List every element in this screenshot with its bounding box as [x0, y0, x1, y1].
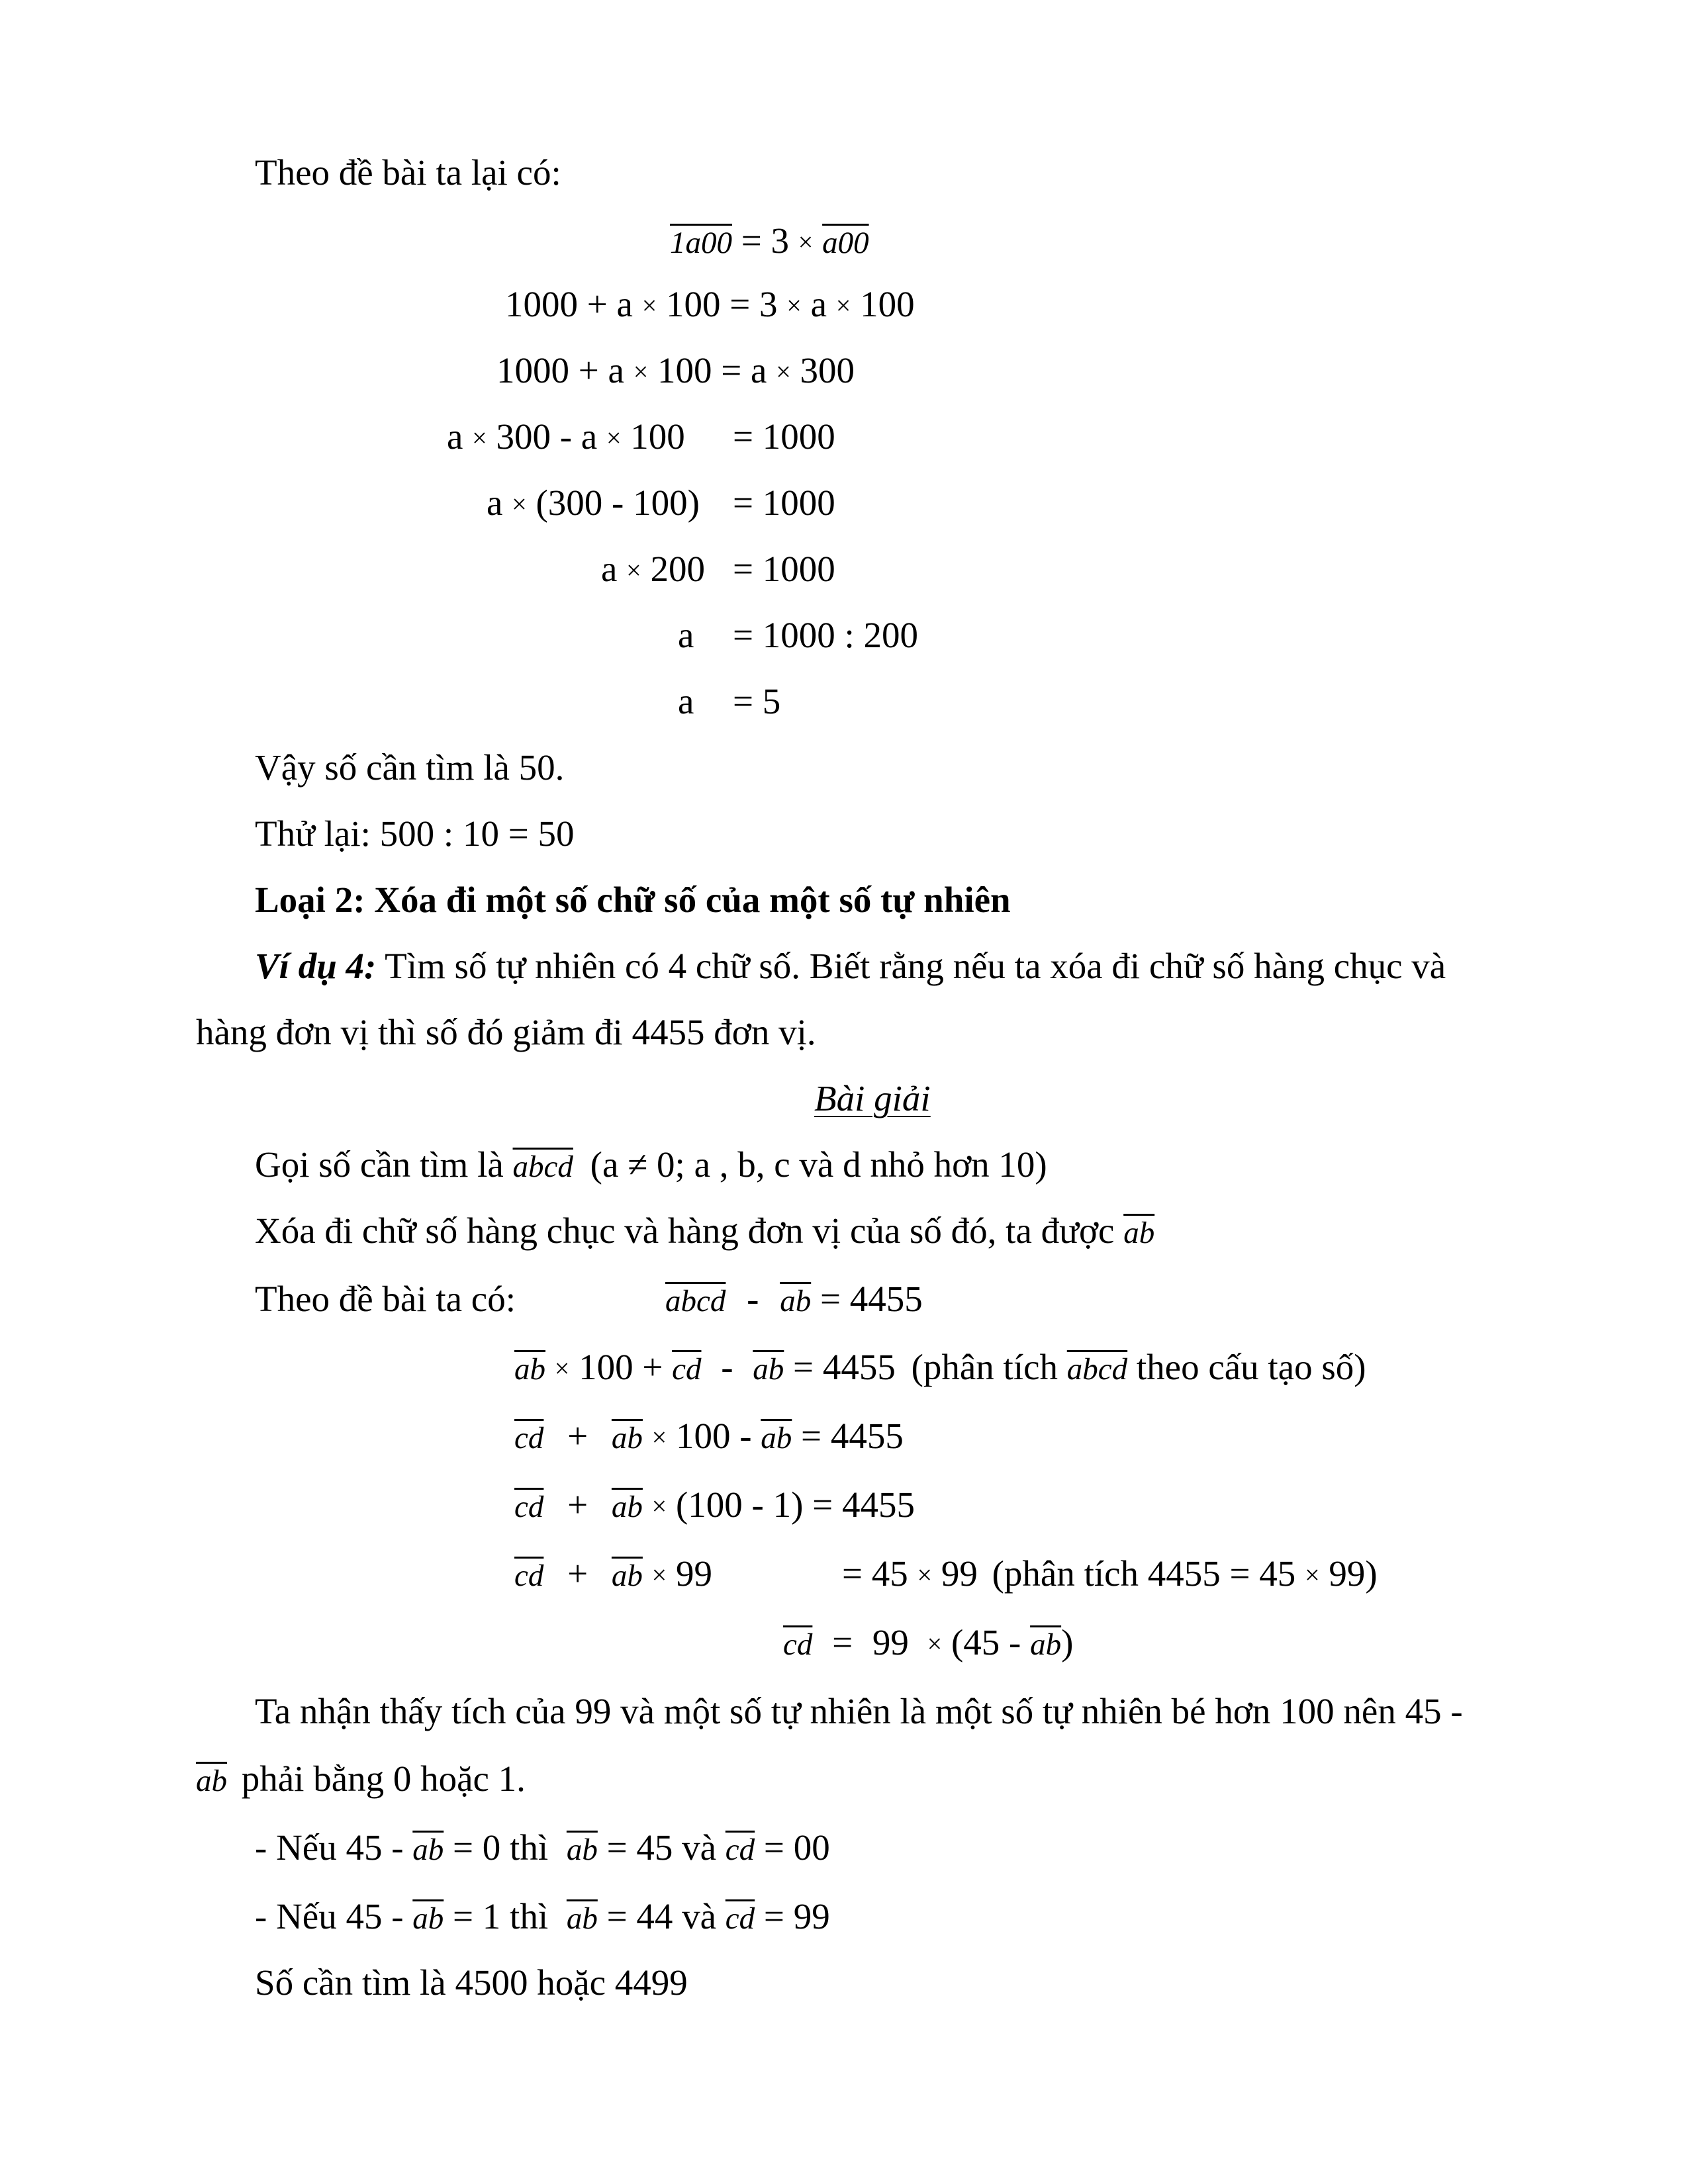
equation-5-lhs — [487, 484, 700, 521]
overline-number: $\overline{ab}$ — [611, 1559, 643, 1593]
overline-number: $\overline{ab}$ — [196, 1764, 227, 1798]
eq-part: 300 - a — [496, 416, 598, 457]
times-sign: × — [798, 227, 814, 257]
solution-line-7-lhs — [514, 1555, 712, 1592]
text: + — [567, 1416, 588, 1456]
overline-number: abcd — [512, 1150, 573, 1184]
times-sign: × — [651, 1491, 667, 1521]
eq-part: a — [601, 549, 618, 589]
solution-line-7-rhs — [842, 1555, 1378, 1592]
equation-8-lhs: a — [678, 681, 694, 721]
example-text: Tìm số tự nhiên có 4 chữ số. Biết rằng nếu ta xóa đi chữ số hàng chục và — [376, 946, 1446, 986]
answer-line-1: Vậy số cần tìm là 50. — [255, 747, 565, 788]
eq-part: a — [810, 284, 827, 324]
text: - — [747, 1279, 759, 1319]
times-sign: × — [512, 489, 527, 519]
overline-number: $\overline{ab}$ — [1030, 1627, 1062, 1662]
text: = 4455 — [801, 1416, 904, 1456]
answer-line-2: Số cần tìm là 4500 hoặc 4499 — [255, 1962, 688, 2003]
text: = 0 thì — [453, 1827, 549, 1868]
text: theo cấu tạo số) — [1136, 1347, 1366, 1387]
example-label: Ví dụ 4: — [255, 946, 377, 986]
overline-number: $\overline{ab}$ — [611, 1421, 643, 1455]
overline-number: $\overline{ab}$ — [514, 1352, 545, 1387]
times-sign: × — [472, 423, 487, 453]
eq-part: 200 — [650, 549, 705, 589]
times-sign: × — [651, 1422, 667, 1452]
times-sign: × — [606, 423, 622, 453]
solution-line-1 — [255, 1146, 1047, 1183]
eq-part: 1000 + a — [496, 350, 624, 390]
text: = 45 — [842, 1553, 908, 1594]
eq-part: 100 — [860, 284, 915, 324]
case-line-2 — [255, 1898, 830, 1934]
text: (a ≠ 0; a , b, c và d nhỏ hơn 10) — [590, 1144, 1047, 1185]
text: = 1 thì — [453, 1896, 549, 1936]
equation-3 — [496, 352, 855, 388]
text: 100 - — [675, 1416, 752, 1456]
overline-number: $\overline{ab}$ — [1123, 1216, 1155, 1250]
text: - Nếu 45 - — [255, 1827, 404, 1868]
text: (phân tích 4455 = 45 — [992, 1553, 1296, 1594]
overline-number-a00: a00 — [822, 226, 869, 260]
overline-number: $\overline{ab}$ — [412, 1833, 444, 1867]
text: = 45 và — [606, 1827, 717, 1868]
text: = 99 — [763, 1896, 830, 1936]
text: = 4455 — [820, 1279, 923, 1319]
times-sign: × — [835, 291, 851, 320]
equation-6-lhs — [601, 551, 705, 587]
text: + — [567, 1484, 588, 1525]
times-sign: × — [626, 555, 641, 585]
overline-number: $\overline{ab}$ — [566, 1833, 598, 1867]
check-line: Thử lại: 500 : 10 = 50 — [255, 813, 575, 854]
overline-number: $\overline{ab}$ — [611, 1490, 643, 1524]
text: 99 — [872, 1622, 909, 1662]
example-4-line-2: hàng đơn vị thì số đó giảm đi 4455 đơn vị. — [196, 1012, 816, 1052]
equation-1 — [670, 222, 869, 259]
times-sign: × — [927, 1629, 943, 1659]
equation-8-rhs: = 5 — [733, 681, 781, 721]
eq-part: 100 = 3 — [666, 284, 778, 324]
equation-5-rhs: = 1000 — [733, 482, 835, 523]
solution-line-2 — [255, 1212, 1154, 1249]
overline-number: $\overline{cd}$ — [725, 1901, 755, 1936]
times-sign: × — [554, 1353, 570, 1383]
text: (phân tích — [911, 1347, 1058, 1387]
text: = 44 và — [606, 1896, 717, 1936]
text: phải bằng 0 hoặc 1. — [241, 1758, 526, 1799]
eq-part: (300 - 100) — [536, 482, 700, 523]
solution-line-4 — [514, 1349, 1366, 1385]
text: (45 - — [951, 1622, 1021, 1662]
times-sign: × — [633, 357, 649, 387]
overline-number: $\overline{cd}$ — [783, 1627, 813, 1662]
solution-line-6 — [514, 1486, 915, 1523]
observation-line-2 — [196, 1760, 526, 1797]
overline-number: $\overline{ab}$ — [780, 1284, 812, 1318]
solution-line-5 — [514, 1418, 904, 1454]
eq-part: 1000 + a — [505, 284, 633, 324]
equation-4-rhs: = 1000 — [733, 416, 835, 457]
overline-number: $\overline{cd}$ — [672, 1352, 702, 1387]
text: Gọi số cần tìm là — [255, 1144, 504, 1185]
solution-line-3-eq — [665, 1281, 923, 1317]
eq-part: a — [487, 482, 503, 523]
overline-number: $\overline{ab}$ — [761, 1421, 792, 1455]
text: - — [721, 1347, 733, 1387]
solution-line-8 — [783, 1624, 1073, 1661]
text: 99 — [941, 1553, 978, 1594]
overline-number: $\overline{cd}$ — [514, 1559, 544, 1593]
overline-number-1a00: 1a00 — [670, 226, 732, 260]
overline-number: $\overline{ab}$ — [566, 1901, 598, 1936]
eq-part: a — [447, 416, 463, 457]
overline-number: $\overline{ab}$ — [753, 1352, 784, 1387]
section-heading: Loại 2: Xóa đi một số chữ số của một số tự nhiên — [255, 880, 1011, 920]
equation-6-rhs: = 1000 — [733, 549, 835, 589]
observation-line-1: Ta nhận thấy tích của 99 và một số tự nhiên là một số tự nhiên bé hơn 100 nên 45 - — [255, 1691, 1463, 1731]
equation-7-lhs: a — [678, 615, 694, 655]
text: 99 — [675, 1553, 712, 1594]
overline-number: abcd — [1066, 1352, 1128, 1387]
equation-7-rhs: = 1000 : 200 — [733, 615, 919, 655]
eq-part: 100 = a — [657, 350, 767, 390]
text: + — [567, 1553, 588, 1594]
text: = — [832, 1622, 853, 1662]
text: Xóa đi chữ số hàng chục và hàng đơn vị của số đó, ta được — [255, 1210, 1115, 1251]
text: (100 - 1) — [675, 1484, 804, 1525]
solution-line-3-label: Theo đề bài ta có: — [255, 1279, 516, 1319]
times-sign: × — [917, 1560, 933, 1590]
text: 100 + — [579, 1347, 663, 1387]
equation-4-lhs — [447, 418, 685, 455]
text: ) — [1061, 1622, 1074, 1662]
overline-number: abcd — [665, 1284, 726, 1318]
times-sign: × — [786, 291, 802, 320]
times-sign: × — [651, 1560, 667, 1590]
eq-part: 300 — [800, 350, 855, 390]
text: = 4455 — [793, 1347, 896, 1387]
text: = 00 — [763, 1827, 830, 1868]
overline-number: $\overline{cd}$ — [514, 1421, 544, 1455]
text: = 4455 — [812, 1484, 915, 1525]
eq-part: 100 — [630, 416, 685, 457]
solution-title: Bài giải — [814, 1078, 931, 1118]
equation-2 — [505, 286, 915, 322]
times-sign: × — [776, 357, 791, 387]
text: 99) — [1329, 1553, 1378, 1594]
overline-number: $\overline{cd}$ — [514, 1490, 544, 1524]
times-sign: × — [1305, 1560, 1320, 1590]
overline-number: $\overline{cd}$ — [725, 1833, 755, 1867]
case-line-1 — [255, 1829, 830, 1866]
text: - Nếu 45 - — [255, 1896, 404, 1936]
intro-line: Theo đề bài ta lại có: — [255, 152, 561, 193]
times-sign: × — [641, 291, 657, 320]
equation-relation: = 3 — [741, 220, 790, 261]
example-4-line-1 — [255, 948, 1446, 984]
overline-number: $\overline{ab}$ — [412, 1901, 444, 1936]
